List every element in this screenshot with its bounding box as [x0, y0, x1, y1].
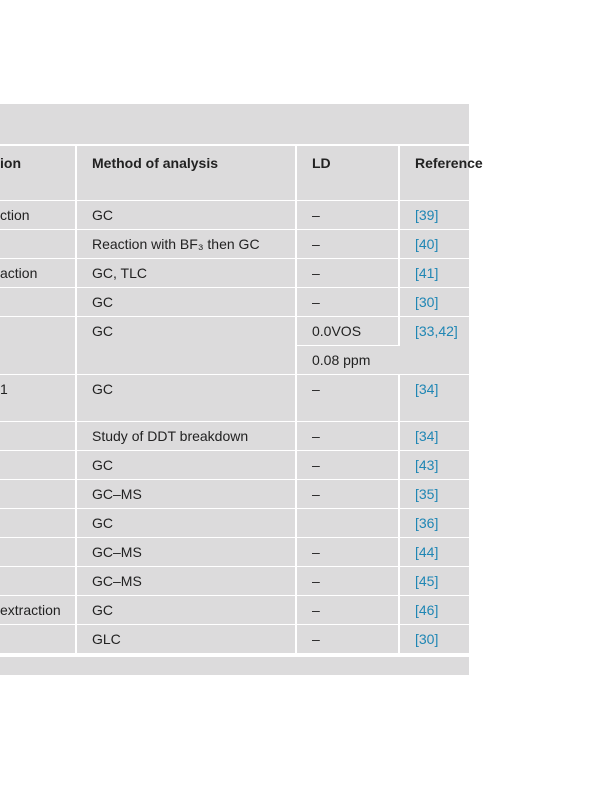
cell-reference-link[interactable]: [41]	[399, 258, 469, 287]
cell-col1	[0, 229, 76, 258]
cell-reference-link[interactable]: [43]	[399, 450, 469, 479]
cell-ld: –	[296, 258, 399, 287]
cell-ld: –	[296, 450, 399, 479]
table-row	[0, 421, 469, 450]
cell-reference-link[interactable]: [34]	[399, 374, 469, 421]
cell-ld: –	[296, 566, 399, 595]
cell-method: GC	[76, 508, 296, 537]
cell-ld: –	[296, 595, 399, 624]
table-row	[0, 450, 469, 479]
cell-reference-link[interactable]: [45]	[399, 566, 469, 595]
cell-reference-link[interactable]: [44]	[399, 537, 469, 566]
cell-method: Study of DDT breakdown	[76, 421, 296, 450]
cell-method: GC	[76, 595, 296, 624]
table-row	[0, 287, 469, 316]
table-row	[0, 229, 469, 258]
cell-method: GC	[76, 287, 296, 316]
cell-ld: –	[296, 229, 399, 258]
header-row	[0, 146, 469, 200]
table-row	[0, 566, 469, 595]
cell-ld	[296, 508, 399, 537]
cell-method: GLC	[76, 624, 296, 653]
table-top-band	[0, 104, 469, 146]
table-bottom-band	[0, 654, 469, 675]
cell-method: GC, TLC	[76, 258, 296, 287]
cell-method: GC–MS	[76, 537, 296, 566]
cell-col1	[0, 479, 76, 508]
data-table	[0, 146, 483, 654]
cell-reference-link[interactable]: [30]	[399, 624, 469, 653]
cell-ld: –	[296, 479, 399, 508]
cell-ld: –	[296, 287, 399, 316]
table-row	[0, 624, 469, 653]
cell-ld: –	[296, 200, 399, 229]
cell-ld-secondary: 0.08 ppm	[296, 345, 399, 374]
header-method: Method of analysis	[76, 146, 296, 200]
table-row	[0, 479, 469, 508]
cell-ld: 0.0VOS	[296, 316, 399, 345]
cell-col1	[0, 566, 76, 595]
cell-col1	[0, 508, 76, 537]
cell-reference-link[interactable]: [30]	[399, 287, 469, 316]
cell-col1: action	[0, 258, 76, 287]
cell-method: Reaction with BF₃ then GC	[76, 229, 296, 258]
cell-col1: extraction	[0, 595, 76, 624]
table-row	[0, 595, 469, 624]
cell-reference-link[interactable]: [46]	[399, 595, 469, 624]
cell-ld: –	[296, 624, 399, 653]
cell-method: GC	[76, 316, 296, 374]
cell-reference-link[interactable]: [33,42]	[399, 316, 469, 374]
cell-col1: ction	[0, 200, 76, 229]
table-row	[0, 508, 469, 537]
cell-reference-link[interactable]: [39]	[399, 200, 469, 229]
cell-method: GC–MS	[76, 479, 296, 508]
cell-method: GC	[76, 450, 296, 479]
cell-ld: –	[296, 374, 399, 421]
cell-reference-link[interactable]: [35]	[399, 479, 469, 508]
cell-method: GC–MS	[76, 566, 296, 595]
table-row	[0, 200, 469, 229]
table-row	[0, 537, 469, 566]
cell-col1	[0, 287, 76, 316]
cell-reference-link[interactable]: [34]	[399, 421, 469, 450]
table-row	[0, 374, 469, 421]
cell-col1	[0, 537, 76, 566]
cell-reference-link[interactable]: [36]	[399, 508, 469, 537]
cell-method: GC	[76, 200, 296, 229]
header-reference: Reference	[399, 146, 469, 200]
cell-ld: –	[296, 537, 399, 566]
cell-method: GC	[76, 374, 296, 421]
cell-col1	[0, 421, 76, 450]
analysis-table	[0, 104, 483, 675]
table-row	[0, 316, 469, 345]
cell-col1	[0, 316, 76, 374]
header-col1: ion	[0, 146, 76, 200]
table-row	[0, 258, 469, 287]
cell-reference-link[interactable]: [40]	[399, 229, 469, 258]
cell-col1	[0, 450, 76, 479]
cell-col1: 1	[0, 374, 76, 421]
header-ld: LD	[296, 146, 399, 200]
cell-ld: –	[296, 421, 399, 450]
cell-col1	[0, 624, 76, 653]
